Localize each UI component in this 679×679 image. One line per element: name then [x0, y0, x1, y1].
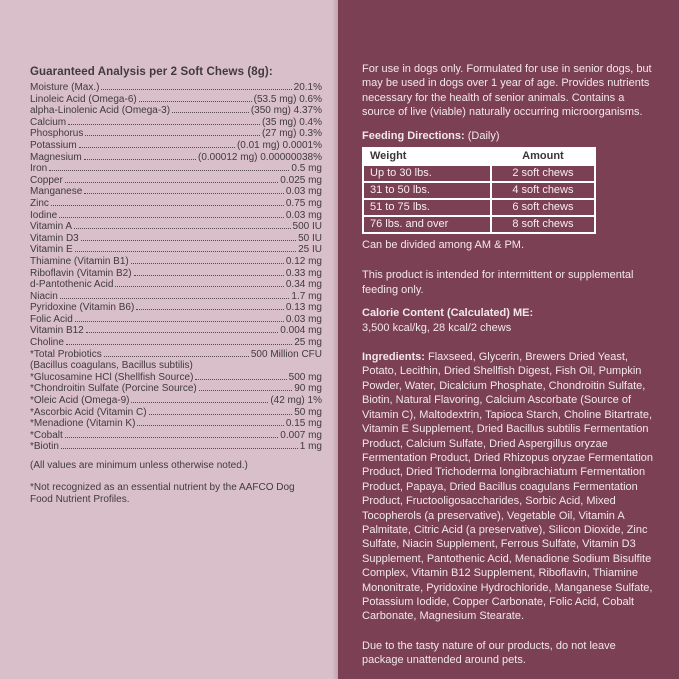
dotted-leader [149, 414, 293, 415]
nutrient-value: (42 mg) 1% [270, 395, 322, 407]
dotted-leader [65, 182, 278, 183]
nutrient-value: 50 mg [294, 406, 322, 418]
nutrient-name: *Biotin [30, 441, 59, 453]
analysis-row [30, 325, 322, 337]
nutrient-name: *Chondroitin Sulfate (Porcine Source) [30, 383, 197, 395]
dotted-leader [172, 112, 249, 113]
guaranteed-analysis-list [30, 82, 322, 453]
nutrient-name: Copper [30, 174, 63, 186]
nutrient-name: Riboflavin (Vitamin B2) [30, 267, 132, 279]
analysis-row [30, 430, 322, 442]
dotted-leader [195, 379, 286, 380]
analysis-row [30, 256, 322, 268]
nutrient-value: 0.15 mg [285, 418, 322, 430]
pets-warning-text: Due to the tasty nature of our products, do not leave package unattended around pets. [362, 639, 616, 667]
dotted-leader [66, 344, 292, 345]
weight-cell: 76 lbs. and over [363, 216, 491, 233]
ingredients-text: Flaxseed, Glycerin, Brewers Dried Yeast, Potato, Lecithin, Dried Shellfish Digest, Fish Oil, Pumpkin Powder, Water, Dicalcium Phosphate, Chondroitin Sulfate, Biotin, Natural Flavoring, Calcium Ascorbate (Source of Vitamin C), Maltodextrin, Tapioca Starch, Choline Bitartrate, Vitamin E Supplement, Dried Bacillus subtilis Fermentation Product, Calcium Sulfate, Dried Aspergillus oryzae Fermentation Product, Dried Rhizopus oryzae Fermentation Product, Dried Trichoderma longibrachiatum Fermentation Product, Papaya, Dried Bacillus coagulans Fermentation Product, Fructooligosaccharides, Sorbic Acid, Mixed Tocopherols (a preservative), Vegetable Oil, Vitamin A Palmitate, Citric Acid (a preservative), Silicon Dioxide, Zinc Sulfate, Niacin Supplement, Ferrous Sulfate, Vitamin D3 Supplement, Pantothenic Acid, Menadione Sodium Bisulfite Complex, Vitamin B12 Supplement, Riboflavin, Thiamine Mononitrate, Pyridoxine Hydrochloride, Manganese Sulfate, Potassium Iodide, Copper Carbonate, Folic Acid, Cobalt Carbonate, Magnesium Stearate. [362, 351, 654, 623]
feeding-table-row [363, 165, 595, 182]
analysis-row [30, 82, 322, 94]
feeding-split-note: Can be divided among AM & PM. [362, 239, 525, 252]
analysis-row [30, 163, 322, 175]
nutrient-value: (0.01 mg) 0.0001% [236, 139, 322, 151]
calorie-content-heading: Calorie Content (Calculated) ME: [362, 307, 534, 320]
nutrient-name: Potassium [30, 139, 77, 151]
nutrient-value: 0.33 mg [285, 267, 322, 279]
amount-cell: 8 soft chews [491, 216, 595, 233]
analysis-row [30, 175, 322, 187]
nutrient-name: Choline [30, 337, 64, 349]
guaranteed-analysis-panel [0, 0, 338, 679]
nutrient-name: Folic Acid [30, 313, 73, 325]
nutrient-value: 0.004 mg [280, 325, 322, 337]
analysis-row [30, 140, 322, 152]
feeding-directions-table [362, 147, 596, 234]
dotted-leader [86, 332, 279, 333]
analysis-row [30, 117, 322, 129]
nutrient-value: 0.03 mg [285, 313, 322, 325]
nutrient-name: Thiamine (Vitamin B1) [30, 255, 129, 267]
nutrient-value: 25 mg [294, 337, 322, 349]
nutrient-name: Vitamin A [30, 221, 73, 233]
nutrient-name: *Total Probiotics [30, 348, 102, 360]
analysis-row [30, 302, 322, 314]
dotted-leader [131, 402, 268, 403]
dotted-leader [79, 147, 235, 148]
dotted-leader [134, 275, 284, 276]
analysis-row [30, 198, 322, 210]
nutrient-value: (27 mg) 0.3% [261, 128, 322, 140]
nutrient-value: 0.03 mg [285, 186, 322, 198]
dotted-leader [84, 193, 284, 194]
analysis-row [30, 372, 322, 384]
calorie-content-value: 3,500 kcal/kg, 28 kcal/2 chews [362, 321, 512, 334]
feeding-directions-heading [362, 129, 659, 143]
nutrient-name: Zinc [30, 197, 49, 209]
nutrient-value: 50 IU [298, 232, 322, 244]
nutrient-name: *Oleic Acid (Omega-9) [30, 395, 130, 407]
dotted-leader [68, 124, 260, 125]
dotted-leader [81, 240, 296, 241]
nutrient-value: 500 Million CFU [250, 348, 322, 360]
directions-panel [338, 0, 679, 679]
minimum-values-note: (All values are minimum unless otherwise noted.) [30, 460, 248, 471]
dotted-leader [131, 263, 284, 264]
amount-cell: 2 soft chews [491, 165, 595, 182]
analysis-row [30, 441, 322, 453]
nutrient-name: Vitamin B12 [30, 325, 84, 337]
guaranteed-analysis-heading: Guaranteed Analysis per 2 Soft Chews (8g): [30, 66, 273, 78]
nutrient-value: 0.03 mg [285, 209, 322, 221]
analysis-continuation-line: (Bacillus coagulans, Bacillus subtilis) [30, 360, 193, 372]
dotted-leader [61, 448, 298, 449]
nutrient-name: Manganese [30, 186, 83, 198]
amount-cell: 6 soft chews [491, 199, 595, 216]
nutrient-value: (350 mg) 4.37% [250, 105, 322, 117]
feeding-directions-label: Feeding Directions: [362, 129, 465, 142]
nutrient-value: 0.12 mg [285, 255, 322, 267]
ingredients-label: Ingredients: [362, 351, 425, 364]
analysis-row [30, 186, 322, 198]
analysis-row [30, 337, 322, 349]
nutrient-name: alpha-Linolenic Acid (Omega-3) [30, 105, 171, 117]
usage-intro-text: For use in dogs only. Formulated for use in senior dogs, but may be used in dogs over 1 year of age. Provides nutrients necessary for the health of senior animals. Contains a source of live (viable) naturally occurring microorganisms. [362, 63, 652, 119]
nutrient-name: *Ascorbic Acid (Vitamin C) [30, 406, 147, 418]
nutrient-name: Vitamin E [30, 244, 73, 256]
analysis-row [30, 105, 322, 117]
weight-cell: 51 to 75 lbs. [363, 199, 491, 216]
nutrient-value: 0.34 mg [285, 279, 322, 291]
nutrient-value: 500 IU [292, 221, 322, 233]
intermittent-feeding-note: This product is intended for intermittent or supplemental feeding only. [362, 269, 634, 296]
nutrient-value: 25 IU [298, 244, 322, 256]
feeding-directions-daily: (Daily) [464, 129, 500, 142]
nutrient-value: 90 mg [294, 383, 322, 395]
amount-column-header: Amount [491, 148, 595, 165]
weight-cell: 31 to 50 lbs. [363, 182, 491, 199]
analysis-row [30, 152, 322, 164]
nutrient-value: 500 mg [288, 371, 322, 383]
nutrient-value: 0.13 mg [285, 302, 322, 314]
weight-column-header: Weight [363, 148, 491, 165]
nutrient-name: *Menadione (Vitamin K) [30, 418, 136, 430]
nutrient-name: Moisture (Max.) [30, 82, 100, 93]
nutrient-value: 0.75 mg [285, 197, 322, 209]
nutrient-value: 0.5 mg [291, 163, 322, 175]
feeding-table-body [363, 165, 595, 233]
dotted-leader [49, 170, 289, 171]
nutrient-name: Magnesium [30, 151, 82, 163]
dotted-leader [139, 101, 252, 102]
nutrient-name: *Glucosamine HCl (Shellfish Source) [30, 371, 194, 383]
dotted-leader [84, 159, 196, 160]
analysis-row [30, 268, 322, 280]
nutrient-value: (53.5 mg) 0.6% [253, 93, 322, 105]
analysis-row [30, 314, 322, 326]
nutrient-name: Niacin [30, 290, 58, 302]
dotted-leader [65, 437, 278, 438]
nutrient-value: (35 mg) 0.4% [261, 116, 322, 128]
dotted-leader [75, 251, 296, 252]
aafco-footnote: *Not recognized as an essential nutrient by the AAFCO Dog Food Nutrient Profiles. [30, 482, 295, 505]
dotted-leader [137, 425, 283, 426]
feeding-table-row [363, 216, 595, 233]
nutrient-value: 0.025 mg [280, 174, 322, 186]
feeding-table-header-row [363, 148, 595, 165]
analysis-row [30, 279, 322, 291]
dotted-leader [199, 390, 292, 391]
nutrient-name: d-Pantothenic Acid [30, 279, 114, 291]
analysis-row [30, 407, 322, 419]
analysis-row [30, 418, 322, 430]
dotted-leader [74, 228, 290, 229]
nutrient-value: 1.7 mg [291, 290, 322, 302]
dotted-leader [136, 309, 284, 310]
analysis-row [30, 94, 322, 106]
dotted-leader [104, 356, 249, 357]
nutrient-value: 0.007 mg [280, 429, 322, 441]
dotted-leader [60, 298, 290, 299]
analysis-row [30, 291, 322, 303]
analysis-row [30, 383, 322, 395]
nutrient-name: Phosphorus [30, 128, 84, 140]
analysis-row [30, 349, 322, 361]
dotted-leader [101, 89, 291, 90]
analysis-row [30, 244, 322, 256]
dotted-leader [51, 205, 284, 206]
nutrient-name: Calcium [30, 116, 67, 128]
nutrient-value: 1 mg [299, 441, 322, 453]
analysis-row [30, 210, 322, 222]
feeding-table-row [363, 199, 595, 216]
feeding-table-row [363, 182, 595, 199]
amount-cell: 4 soft chews [491, 182, 595, 199]
dotted-leader [59, 217, 284, 218]
weight-cell: Up to 30 lbs. [363, 165, 491, 182]
ingredients-paragraph [362, 350, 659, 624]
nutrient-value: 20.1% [293, 82, 322, 93]
analysis-row [30, 233, 322, 245]
nutrient-name: Linoleic Acid (Omega-6) [30, 93, 137, 105]
dotted-leader [85, 135, 260, 136]
dotted-leader [115, 286, 283, 287]
analysis-row [30, 128, 322, 140]
analysis-row [30, 221, 322, 233]
dotted-leader [75, 321, 284, 322]
analysis-row [30, 395, 322, 407]
nutrient-value: (0.00012 mg) 0.00000038% [198, 151, 322, 163]
nutrient-name: Pyridoxine (Vitamin B6) [30, 302, 135, 314]
nutrient-name: Iron [30, 163, 48, 175]
nutrient-name: Vitamin D3 [30, 232, 79, 244]
nutrient-name: *Cobalt [30, 429, 63, 441]
nutrient-name: Iodine [30, 209, 58, 221]
